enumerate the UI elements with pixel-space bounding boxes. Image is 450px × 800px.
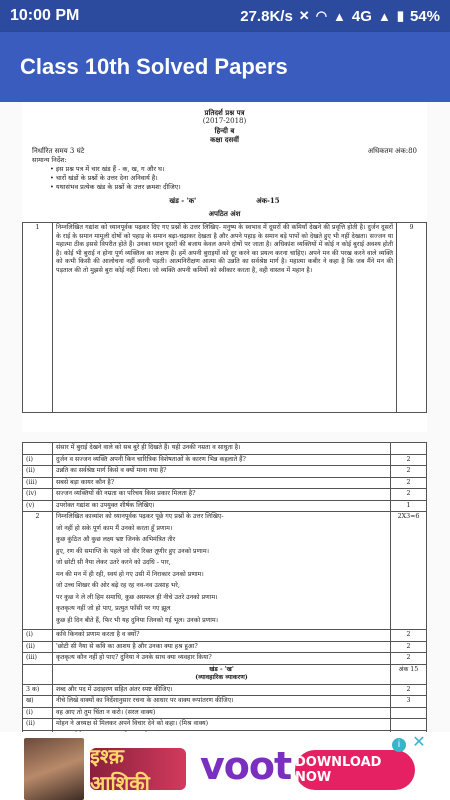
header-line-2: (2017-2018): [202, 117, 247, 125]
header-line-1: प्रतिदर्श प्रश्न पत्र: [204, 108, 245, 117]
question-number: (iii): [23, 477, 53, 489]
question-number: (i): [23, 707, 53, 719]
question-number: (iv): [23, 489, 53, 501]
poem-block: [53, 512, 391, 630]
instructions-title: सामान्य निर्देश:: [32, 156, 67, 164]
table-row: [23, 641, 427, 653]
ad-brand-logo[interactable]: voot: [200, 744, 292, 788]
ad-show-logo[interactable]: इश्क़ आशिकी: [90, 748, 186, 790]
ad-info-icon[interactable]: i: [392, 738, 406, 752]
question-text: उन्नति का सर्वश्रेष्ठ मार्ग किसे व क्यों माना गया है?: [53, 466, 391, 478]
app-title: Class 10th Solved Papers: [20, 54, 288, 79]
question-text: मोहन ने अध्यक्ष से मिलकर अपने विचार देने को कहा। (मिश्र वाक्य): [53, 719, 391, 731]
question-marks: 2: [391, 684, 427, 696]
poem-line: कुछ ही दिन बीते हैं, फिर भी यह दुनिया जिनको गई भूल। उनको प्रणाम।: [56, 616, 219, 624]
question-text: कृतकृत्य कौन नहीं हो पाए? दुनिया ने उनके साथ क्या व्यवहार किया?: [53, 653, 391, 665]
table-row: [23, 466, 427, 478]
header-line-4: कक्षा दसवीं: [210, 135, 239, 144]
poem-line: जो नहीं हो सके पूर्ण काम मैं उनको करता हूँ प्रणाम।: [56, 524, 173, 532]
question-marks: [391, 719, 427, 731]
question-number: (ii): [23, 466, 53, 478]
section-marks: अंक-15: [256, 196, 280, 205]
status-time: 10:00 PM: [10, 7, 80, 24]
passage-text: निम्नलिखित गद्यांश को ध्यानपूर्वक पढ़कर दिए गए प्रश्नों के उत्तर लिखिए- मनुष्य के स्वभाव में दूसरों की कमियाँ देखने की प्रवृत्ति होती है। दुर्जन दूसरों के राई के समान मामूली दोषों को पहाड़ के समान बढ़ा-चढ़ाकर देखता है और अपने पहाड़ के समान बड़े पापों को देखते हुए भी नहीं देखता। सज्जन या महात्मा ठीक इससे विपरीत होते हैं। उनका ध्यान दूसरों की बजाय केवल अपने दोषों पर जाता है। अधिकांश व्यक्तियों में कोई न कोई बुराई अवश्य होती है। कोई भी बुराई न होना पूर्ण व्यक्तित्व का लक्षण है। हमें अपनी बुराइयों को दूर करने का प्रयत्न करना चाहिए। अपने मन की परख करने वाले व्यक्ति को कभी किसी की आलोचना नहीं करनी पड़ती। आत्मनिरीक्षण आत्मा की उन्नति का सर्वश्रेष्ठ मार्ग है। महात्मा कबीर ने कहा है कि जब मैंने मन की पड़ताल की तो मुझसे बुरा कोई नहीं मिला। जो व्यक्ति अपनी कमियों को स्वीकार करता है, वही वास्तव में महान है।: [53, 223, 397, 413]
poem-line: कृतकृत्य नहीं जो हो पाए, प्रत्युत फाँसी पर गए झूल: [56, 605, 171, 612]
document-page-2: [22, 442, 427, 732]
question-marks: 2: [391, 454, 427, 466]
signal-bars-icon: ▲: [377, 8, 391, 24]
poem-line: कुछ कुंठित औ कुछ लक्ष्य भ्रष्ट जिनके अभिमंत्रित तीर: [56, 536, 176, 543]
question-marks: 2: [391, 466, 427, 478]
document-viewer[interactable]: [0, 102, 450, 732]
question-marks: 2X3=6: [391, 512, 427, 630]
instruction-bullet: • यथासंभव प्रत्येक खंड के प्रश्नों के उत्तर क्रमशः दीजिए।: [50, 183, 181, 191]
question-marks: 2: [391, 641, 427, 653]
questions-table: [22, 442, 427, 754]
section-label: खंड - 'ख': [209, 665, 234, 673]
question-marks: 2: [391, 630, 427, 642]
page-header: [22, 102, 427, 144]
question-text: सबसे बड़ा कायर कौन है?: [53, 477, 391, 489]
table-row: [23, 477, 427, 489]
question-marks: 9: [397, 223, 427, 413]
question-number: (i): [23, 630, 53, 642]
table-row: [23, 500, 427, 512]
app-bar: [0, 32, 450, 102]
question-number: 1: [23, 223, 53, 413]
table-row: [23, 696, 427, 708]
ad-close-icon[interactable]: ✕: [412, 734, 426, 751]
network-speed: 27.8K/s: [240, 7, 293, 25]
question-text: उपरोक्त गद्यांश का उपयुक्त शीर्षक लिखिए।: [53, 500, 391, 512]
question-number: (ii): [23, 719, 53, 731]
question-text: निम्नलिखित काव्यांश को ध्यानपूर्वक पढ़कर पूछे गए प्रश्नों के उत्तर लिखिए-: [56, 513, 224, 520]
table-row: [23, 684, 427, 696]
question-marks: 2: [391, 489, 427, 501]
table-row: [23, 664, 427, 684]
question-number: (iii): [23, 653, 53, 665]
question-text: वह आए तो तुम चिंता न करो। (सरल वाक्य): [53, 707, 391, 719]
section-label: खंड - 'क': [169, 196, 197, 205]
question-number: (v): [23, 500, 53, 512]
question-number: (ii): [23, 641, 53, 653]
poem-line: हुए, रण की समाप्ति के पहले जो वीर रिक्त तूणीर हुए उनको प्रणाम।: [56, 547, 209, 555]
question-number: 2: [23, 512, 53, 630]
question-text: दुर्जन व सज्जन व्यक्ति अपनी किन चारित्रिक विशेषताओं के कारण भिन्न कहलाते हैं?: [53, 454, 391, 466]
time-marks-row: [32, 147, 417, 156]
status-right: [240, 8, 440, 25]
status-bar: [0, 0, 450, 32]
section-heading: [53, 664, 391, 684]
table-row: [23, 454, 427, 466]
marks-label: अधिकतम अंक:80: [367, 147, 417, 155]
table-row: [23, 630, 427, 642]
battery-icon: ▮: [396, 8, 404, 23]
instruction-bullet: • इस प्रश्न पत्र में चार खंड हैं - क, ख, ग और घ।: [50, 165, 165, 173]
table-row: [23, 223, 427, 413]
poem-line: पर कुछ ने ले ली हिम समाधि, कुछ असफल ही नीचे उतरे उनको प्रणाम।: [56, 593, 218, 601]
ad-banner[interactable]: [0, 732, 450, 800]
signal-icon: ▲: [333, 8, 346, 24]
table-row: [23, 707, 427, 719]
question-number: ख): [23, 696, 53, 708]
question-number: 3 क): [23, 684, 53, 696]
header-line-3: हिन्दी ब: [214, 126, 235, 135]
question-marks: 3: [391, 696, 427, 708]
table-row: [23, 489, 427, 501]
question-number: (i): [23, 454, 53, 466]
question-text: 'छोटी सी नैया से कवि का आशय है और उनका क्या हश्र हुआ?: [53, 641, 391, 653]
section-subheading: (व्यावहारिक व्याकरण): [195, 674, 248, 681]
time-label: निर्धारित समय 3 घंटे: [32, 147, 85, 155]
instruction-bullet: • चारों खंडों के प्रश्नों के उत्तर देना अनिवार्य है।: [50, 174, 158, 182]
question-marks: 1: [391, 500, 427, 512]
section-subheading: अपठित अंश: [208, 209, 241, 218]
wifi-icon: ◠: [315, 8, 328, 23]
intro-text: संसार में बुराई देखने वाले को सब बुरे ही दिखते हैं। यही उनकी नम्रता व साधुता है।: [53, 443, 391, 455]
ad-download-button[interactable]: DOWNLOAD NOW: [295, 750, 415, 790]
table-row: [23, 512, 427, 630]
ad-actor-photo[interactable]: [24, 738, 84, 800]
battery-level: 54%: [409, 7, 440, 25]
network-type: 4G: [351, 7, 372, 25]
question-text: शब्द और पद में उदाहरण सहित अंतर स्पष्ट कीजिए।: [53, 684, 391, 696]
question-marks: 2: [391, 477, 427, 489]
question-marks: 2: [391, 653, 427, 665]
mute-icon: ✕: [298, 8, 310, 23]
poem-line: मन की मन में ही रही, स्वयं हो गए उसी में निराकार उनको प्रणाम।: [56, 570, 204, 578]
question-text: नीचे लिखे वाक्यों का निर्देशानुसार रचना के आधार पर वाक्य रूपांतरण कीजिए।: [53, 696, 391, 708]
poem-line: जो छोटी सी नैया लेकर उतरे करने को उदधि - पार,: [56, 559, 171, 566]
poem-line: जो उच्च शिखर की ओर बढ़े रह रह नव-नव उत्साह भरे,: [56, 582, 180, 589]
table-row: [23, 443, 427, 455]
question-table: [22, 222, 427, 413]
table-row: [23, 653, 427, 665]
question-text: कवि किनको प्रणाम करता है व क्यों?: [53, 630, 391, 642]
question-marks: [391, 707, 427, 719]
table-row: [23, 719, 427, 731]
section-heading: [22, 196, 427, 206]
document-page-1: [22, 102, 427, 432]
section-marks: अंक 15: [391, 664, 427, 684]
question-text: सज्जन व्यक्तियों की नम्रता का परिचय किस प्रकार मिलता है?: [53, 489, 391, 501]
